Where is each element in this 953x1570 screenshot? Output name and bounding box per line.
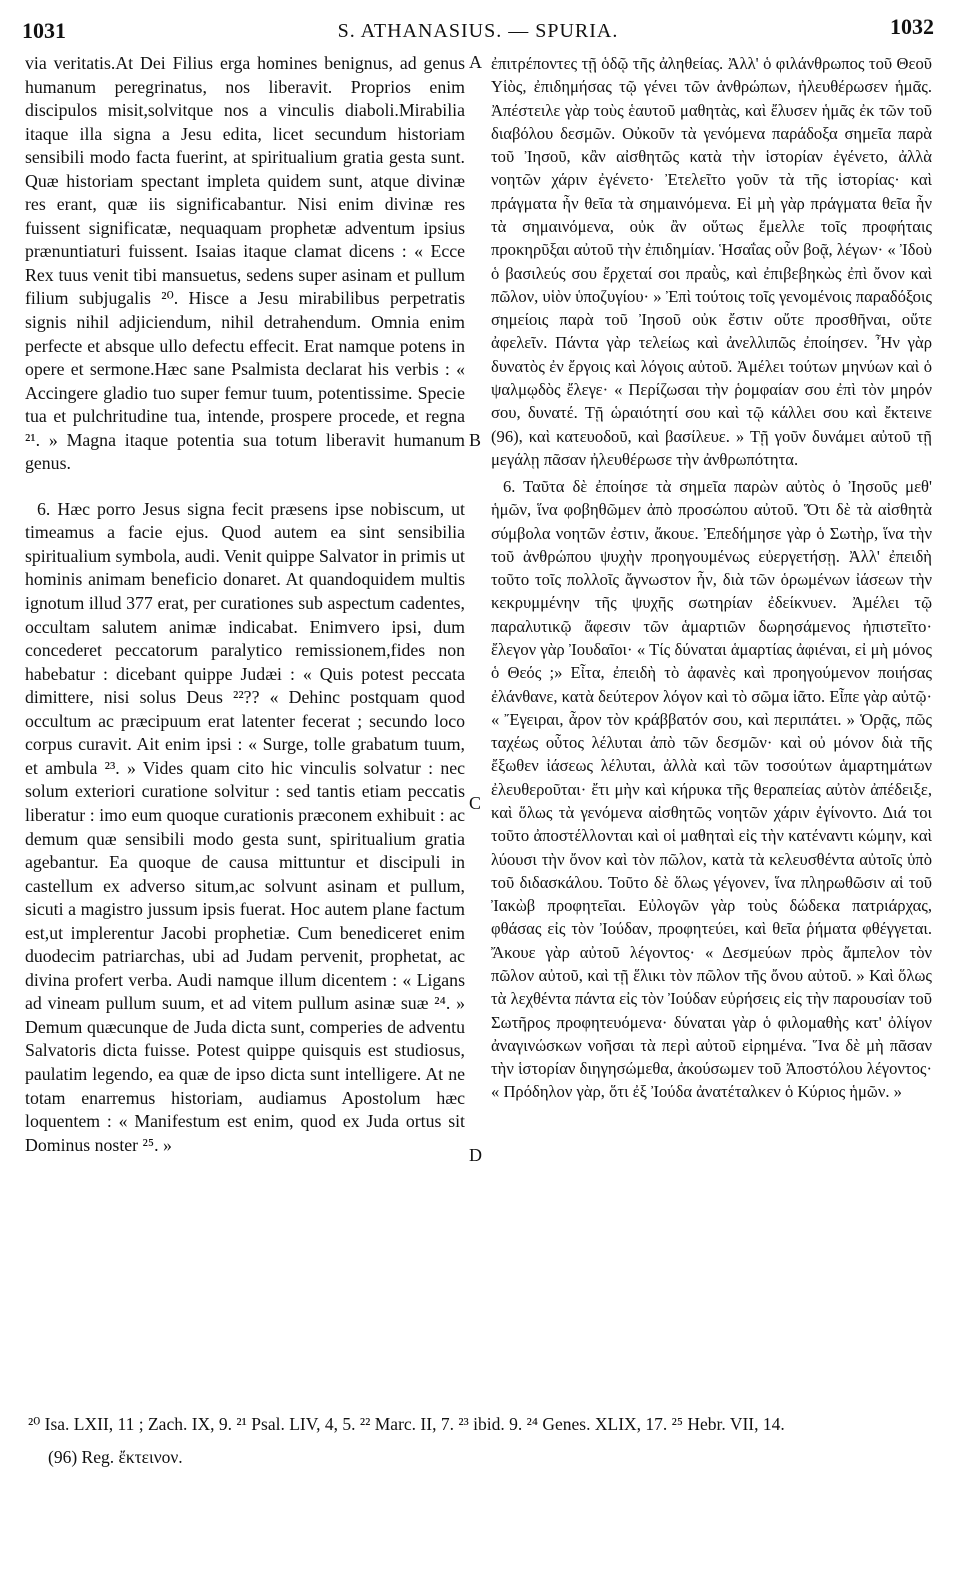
latin-paragraph-2: 6. Hæc porro Jesus signa fecit præsens ipse nobiscum, ut timeamus a facie ejus. Quod autem ea sint sensibilia spiritualium symbola, audi. Venit quippe Salvator in primis ut hominis animam beneficio donaret. At quandoquidem multis ignotum illud 377 erat, per curationes sub aspectum cadentes, occultam salutem animæ indicabat. Enimvero ipsi, dum concederet peccatorum paralytico remissionem,fides non habebatur : dicebant quippe Judæi : « Quis potest peccata dimittere, nisi solus Deus ²²?? « Dehinc postquam quod occultum ac præcipuum erat latenter fecerat ; secundo loco corpus curavit. Ait enim ipsi : « Surge, tolle grabatum tuum, et ambula ²³. » Vides quam cito hic vinculis solvatur : nec solum exteriori curatione solvitur : sed tantis etiam peccatis liberatur : imo eum quoque curationis præconem exhibuit : ac demum quæ sensibili modo gesta sunt, spiritualium gratia agebantur. Ea quoque de causa mittuntur et discipuli in castellum ex adverso situm,ac solvunt asinam et pullum, sicuti a magistro jussum ipsis fuerat. Hoc autem plane factum est,ut implerentur Jacobi prophetiæ. Cum benediceret enim duodecim patriarchas, ubi ad Judam pervenit, prophetat, ac divina profert verba. Audi namque illum dicentem : « Ligans ad vineam pullum suum, et ad vitem pullum asinæ suæ ²⁴. » Demum quæcunque de Juda dicta sunt, comperies de adventu Salvatoris dicta fuisse. Potest quippe quisquis est studiosus, paulatim legendo, ea quæ de ipso dicta sunt intelligere. At ne totam enarremus historiam, audiamus Apostolum hæc loquentem : « Manifestum est enim, quod ex Juda ortus sit Dominus noster ²⁵. » [25, 498, 465, 1155]
latin-column [25, 52, 465, 1157]
variant-note: (96) Reg. ἔκτεινον. [48, 1447, 183, 1467]
greek-paragraph-1: ἐπιτρέποντες τῇ ὁδῷ τῆς ἀληθείας. Ἀλλ' ὁ φιλάνθρωπος τοῦ Θεοῦ Υἱὸς, ἐπιδημήσας τῷ γένει τῶν ἀνθρώπων, ἠλευθέρωσεν ἡμᾶς. Ἀπέστειλε γὰρ τοὺς ἑαυτοῦ μαθητὰς, καὶ ἔλυσεν ἡμᾶς ἐκ τῶν τοῦ διαβόλου δεσμῶν. Οὐκοῦν τὰ γενόμενα παράδοξα σημεῖα παρὰ τοῦ Ἰησοῦ, κἂν αἰσθητῶς κατὰ τὴν ἱστορίαν ἐγένετο, ἀλλὰ νοητῶν χάριν ἐγένετο· Ἐτελεῖτο γοῦν τὰ τῆς ἱστορίας· καὶ πράγματα ἦν θεῖα τὰ σημαινόμενα. Εἰ μὴ γὰρ πράγματα θεῖα ἦν τὰ σημαινόμενα, οὐκ ἂν οὕτως ἔμελλε τοῖς προφήταις προκηρῦξαι αὐτοῦ τὴν ἐπιδημίαν. Ἡσαΐας οὖν βοᾷ, λέγων· « Ἰδοὺ ὁ βασιλεύς σου ἔρχεταί σοι πραῢς, καὶ ἐπιβεβηκὼς ἐπὶ ὄνον καὶ πῶλον, υἱὸν ὑποζυγίου· » Ἐπὶ τούτοις τοῖς γενομένοις παραδόξοις σημείοις παρὰ τοῦ Ἰησοῦ οὐκ ἔστιν οὔτε προσθῆναι, οὔτε ἀφελεῖν. Πάντα γὰρ τελείως καὶ ἀνελλιπῶς ἐποίησεν. Ἦν γὰρ δυνατὸς ἐν ἔργοις καὶ λόγοις αὐτοῦ. Ἀμέλει τούτων μηνύων καὶ ὁ ψαλμῳδὸς ἔλεγε· « Περίζωσαι τὴν ῥομφαίαν σου ἐπὶ τὸν μηρόν σου, δυνατέ. Τῇ ὡραιότητί σου καὶ τῷ κάλλει σου καὶ ἔκτεινε (96), καὶ κατευοδοῦ, καὶ βασίλευε. » Τῇ γοῦν δυνάμει αὐτοῦ τῇ μεγάλῃ πᾶσαν ἠλευθέρωσε τὴν ἀνθρωπότητα. [491, 54, 932, 469]
footnotes [28, 1412, 936, 1470]
footnote-references: ²⁰ Isa. LXII, 11 ; Zach. IX, 9. ²¹ Psal. LIV, 4, 5. ²² Marc. II, 7. ²³ ibid. 9. ²⁴ Genes. XLIX, 17. ²⁵ Hebr. VII, 14. [28, 1414, 785, 1434]
margin-letter-d: D [469, 1145, 482, 1165]
greek-paragraph-2: 6. Ταῦτα δὲ ἐποίησε τὰ σημεῖα παρὼν αὐτὸς ὁ Ἰησοῦς μεθ' ἡμῶν, ἵνα φοβηθῶμεν ἀπὸ προσώπου αὐτοῦ. Ὅτι δὲ τὰ αἰσθητὰ σύμβολα νοητῶν ἐστιν, ἄκουε. Ἐπεδήμησε γὰρ ὁ Σωτὴρ, ἵνα τὴν τοῦ ἀνθρώπου ψυχὴν προηγουμένως εὐεργετήσῃ. Ἀλλ' ἐπειδὴ τοῦτο τοῖς πολλοῖς ἄγνωστον ἦν, διὰ τῶν ὁρωμένων ἰάσεων τὴν κεκρυμμένην τῆς ψυχῆς σωτηρίαν ἐδείκνυεν. Ἀμέλει τῷ παραλυτικῷ ἄφεσιν τῶν ἁμαρτιῶν δωρησάμενος ἠπιστεῖτο· ἔλεγον γὰρ Ἰουδαῖοι· « Τίς δύναται ἁμαρτίας ἀφιέναι, εἰ μὴ μόνος ὁ Θεός ;» Εἶτα, ἐπειδὴ τὸ ἀφανὲς καὶ προηγούμενον ποιήσας ἐλάνθανε, κατὰ δεύτερον λόγον καὶ τὸ σῶμα ἰᾶτο. Εἶπε γὰρ αὐτῷ· « Ἔγειραι, ἆρον τὸν κράββατόν σου, καὶ περιπάτει. » Ὁρᾷς, πῶς ταχέως οὗτος λέλυται ἀπὸ τῶν δεσμῶν· καὶ οὐ μόνον διὰ τῆς ἔξωθεν ἰάσεως λέλυται, ἀλλὰ καὶ τῶν τοσούτων ἁμαρτημάτων ἐλευθεροῦται· ἔτι μὴν καὶ κήρυκα τῆς θεραπείας αὐτὸν ἀπέδειξε, καὶ ὅλως τὰ γενόμενα αἰσθητῶς νοητῶν χάριν ἐγίνοντο. Διά τοι τοῦτο ἀποστέλλονται καὶ οἱ μαθηταὶ εἰς τὴν κατέναντι κώμην, καὶ λύουσι τὴν ὄνον καὶ τὸν πῶλον, κατὰ τὰ κελευσθέντα αὐτοῖς ὑπὸ τοῦ διδασκάλου. Τοῦτο δὲ ὅλως γέγονεν, ἵνα πληρωθῶσιν αἱ τοῦ Ἰακὼβ προφητεῖαι. Εὐλογῶν γὰρ τοὺς δώδεκα πατριάρχας, φθάσας εἰς τὸν Ἰούδαν, προφητεύει, καὶ θεῖα ῥήματα φθέγγεται. Ἄκουε γὰρ αὐτοῦ λέγοντος· « Δεσμεύων πρὸς ἄμπελον τὸν πῶλον αὐτοῦ, καὶ τῇ ἕλικι τὸν πῶλον τῆς ὄνου αὐτοῦ. » Καὶ ὅλως τὰ λεχθέντα πάντα εἰς τὸν Ἰούδαν εὑρήσεις εἰς τὴν παρουσίαν τοῦ Σωτῆρος προφητευόμενα· δύναται γὰρ ὁ φιλομαθὴς κατ' ὀλίγον ἀναγινώσκων νοῆσαι τὰ περὶ αὐτοῦ εἰρημένα. Ἵνα δὲ μὴ πᾶσαν τὴν ἱστορίαν διηγησώμεθα, ἀκούσωμεν τοῦ Ἀποστόλου λέγοντος· « Πρόδηλον γὰρ, ὅτι ἐξ Ἰούδα ἀνατέταλκεν ὁ Κύριος ἡμῶν. » [491, 477, 932, 1102]
page-number-right: 1032 [890, 14, 934, 39]
running-title: S. ATHANASIUS. — SPURIA. [337, 20, 619, 42]
margin-letter-c: C [469, 793, 482, 813]
margin-letter-b: B [469, 430, 482, 450]
latin-paragraph-1: via veritatis.At Dei Filius erga homines benignus, ad genus humanum peregrinatus, nos liberavit. Proprios enim discipulos misit,solvitque nos a vinculis diaboli.Mirabilia itaque illa signa a Jesu edita, licet secundum historiam sensibili modo facta fuerint, at spiritualium gratia gesta sunt. Quæ historiam spectant impleta quidem sunt, atque divinæ res erant, quæ iis significabantur. Nisi enim divinæ res fuissent significatæ, nequaquam prophetæ adventum ipsius prænuntiaturi fuissent. Isaias itaque clamat dicens : « Ecce Rex tuus venit tibi mansuetus, sedens super asinam et pullum filium subjugalis ²⁰. Hisce a Jesu mirabilibus perpetratis signis nihil adjiciendum, nihil detrahendum. Omnia enim perfecte et absque ullo defectu effecit. Erat namque potens in opere et sermone.Hæc sane Psalmista declarat his verbis : « Accingere gladio tuo super femur tuum, potentissime. Specie tua et pulchritudine tua, intende, prospere procede, et regna ²¹. » Magna itaque potentia sua totum liberavit humanum genus. [25, 53, 465, 474]
page-header [22, 8, 934, 44]
greek-column [491, 52, 932, 1104]
margin-letter-a: A [469, 52, 482, 72]
page-number-left: 1031 [22, 18, 66, 43]
